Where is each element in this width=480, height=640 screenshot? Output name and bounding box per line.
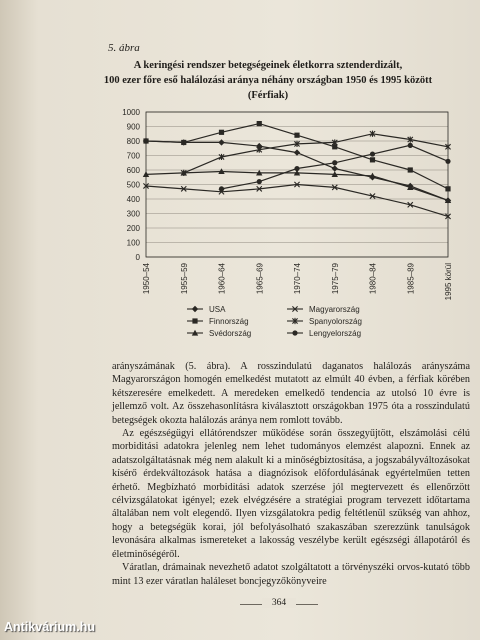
data-point-circle bbox=[219, 186, 224, 191]
x-tick-label: 1975–79 bbox=[330, 263, 340, 295]
paragraph-1: arányszámának (5. ábra). A rosszindulatú daganatos halálozás arányszáma Magyarországon homogén emelkedést mutatott az elmúlt 40 évben, a férfiak körében kétszeresére emelkedett. A meredeken emelkedő tendencia az utolsó 10 évre is jellemző volt. Az összehasonlításra kiválasztott országokban 1975 óta a rosszindulatú betegségek okozta halálozás aránya nem romlott tovább. bbox=[112, 361, 470, 426]
data-point-square bbox=[294, 133, 299, 138]
x-tick-label: 1970–74 bbox=[293, 263, 302, 295]
y-tick-label: 200 bbox=[126, 224, 140, 233]
data-point-square bbox=[143, 138, 148, 143]
y-tick-label: 100 bbox=[126, 238, 140, 248]
y-tick-label: 700 bbox=[126, 151, 140, 161]
legend-label: Lengyelország bbox=[309, 329, 362, 338]
data-point-square bbox=[181, 140, 186, 145]
paragraph-2: Az egészségügyi ellátórendszer működése során összegyűjtött, elszámolási célú morbiditási adatokra jelenleg nem lehet tudományos elemzést alapozni. Ennek az adatszolgáltatásnak még nem alakult ki a minőségbiztosítása, a jogszabályváltozásokat kísérő érdekváltozások hatása a diagnózisok előfordulásának egyértelműen tetten érhető. Megbízható morbiditási adatok szerzése jól megtervezett és ellenőrzött célvizsgálatokat igényel; ezek elvégzésére a stratégiai program tervezett időtartama általában nem volt elegendő. Ilyen vizsgálatokra pedig feltétlenül szükség van ahhoz, hogy a betegségük korai, jól befolyásolható szakaszában szerezzünk tanulságok levonására alkalmas ismereteket a lakosság veszélybe került egészségi állapotáról és életminőségéről. bbox=[112, 428, 470, 560]
x-tick-label: 1950–54 bbox=[142, 263, 151, 295]
data-point-circle bbox=[294, 166, 299, 171]
legend-label: Finnország bbox=[209, 317, 249, 326]
data-point-circle bbox=[445, 159, 450, 164]
y-tick-label: 1000 bbox=[122, 108, 140, 117]
data-point-square bbox=[219, 130, 224, 135]
legend-label: Magyarország bbox=[309, 305, 360, 314]
paragraph-3: Váratlan, drámainak nevezhető adatot szolgáltatott a törvényszéki orvos-kutató több mint 13 ezer váratlan haláleset boncjegyzőkönyveire bbox=[112, 562, 470, 587]
data-point-diamond bbox=[294, 149, 300, 155]
data-point-square bbox=[408, 167, 413, 172]
page-number: 364 bbox=[262, 598, 296, 608]
y-tick-label: 500 bbox=[126, 180, 140, 190]
y-tick-label: 600 bbox=[126, 166, 140, 175]
y-tick-label: 300 bbox=[126, 209, 140, 219]
data-point-square bbox=[192, 318, 197, 323]
chart-title-line-1: A keringési rendszer betegségeinek életkorra sztenderdizált, bbox=[133, 60, 403, 71]
chart-title-line-3: (Férfiak) bbox=[247, 90, 289, 101]
x-tick-label: 1955–59 bbox=[179, 263, 189, 295]
legend-label: Spanyolország bbox=[309, 317, 362, 326]
data-point-circle bbox=[408, 143, 413, 148]
x-tick-label: 1960–64 bbox=[217, 263, 227, 295]
series-line bbox=[146, 185, 448, 217]
x-tick-label: 1965–69 bbox=[255, 263, 265, 295]
data-point-diamond bbox=[192, 306, 198, 312]
body-text bbox=[112, 360, 470, 588]
x-tick-label: 1995 körül bbox=[444, 263, 453, 301]
data-point-circle bbox=[332, 160, 337, 165]
figure-label: 5. ábra bbox=[108, 42, 140, 54]
y-tick-label: 800 bbox=[126, 137, 140, 146]
watermark: Antikvárium.hu bbox=[4, 620, 95, 634]
y-tick-label: 900 bbox=[126, 122, 140, 132]
data-point-circle bbox=[257, 179, 262, 184]
series-line bbox=[146, 172, 448, 201]
legend-label: Svédország bbox=[209, 329, 252, 338]
y-tick-label: 400 bbox=[126, 195, 140, 204]
y-tick-label: 0 bbox=[135, 253, 140, 262]
data-point-square bbox=[445, 186, 450, 191]
chart-title bbox=[60, 58, 476, 103]
data-point-diamond bbox=[218, 139, 224, 145]
chart-title-line-2: 100 ezer főre eső halálozási aránya néhány országban 1950 és 1995 között bbox=[103, 75, 433, 86]
data-point-diamond bbox=[332, 165, 338, 171]
line-chart bbox=[0, 100, 480, 360]
data-point-circle bbox=[292, 330, 297, 335]
data-point-circle bbox=[370, 151, 375, 156]
series-line bbox=[184, 134, 448, 173]
data-point-square bbox=[370, 157, 375, 162]
x-tick-label: 1985–89 bbox=[406, 263, 416, 295]
legend-label: USA bbox=[209, 305, 226, 314]
data-point-square bbox=[257, 121, 262, 126]
x-tick-label: 1980–84 bbox=[368, 263, 378, 295]
